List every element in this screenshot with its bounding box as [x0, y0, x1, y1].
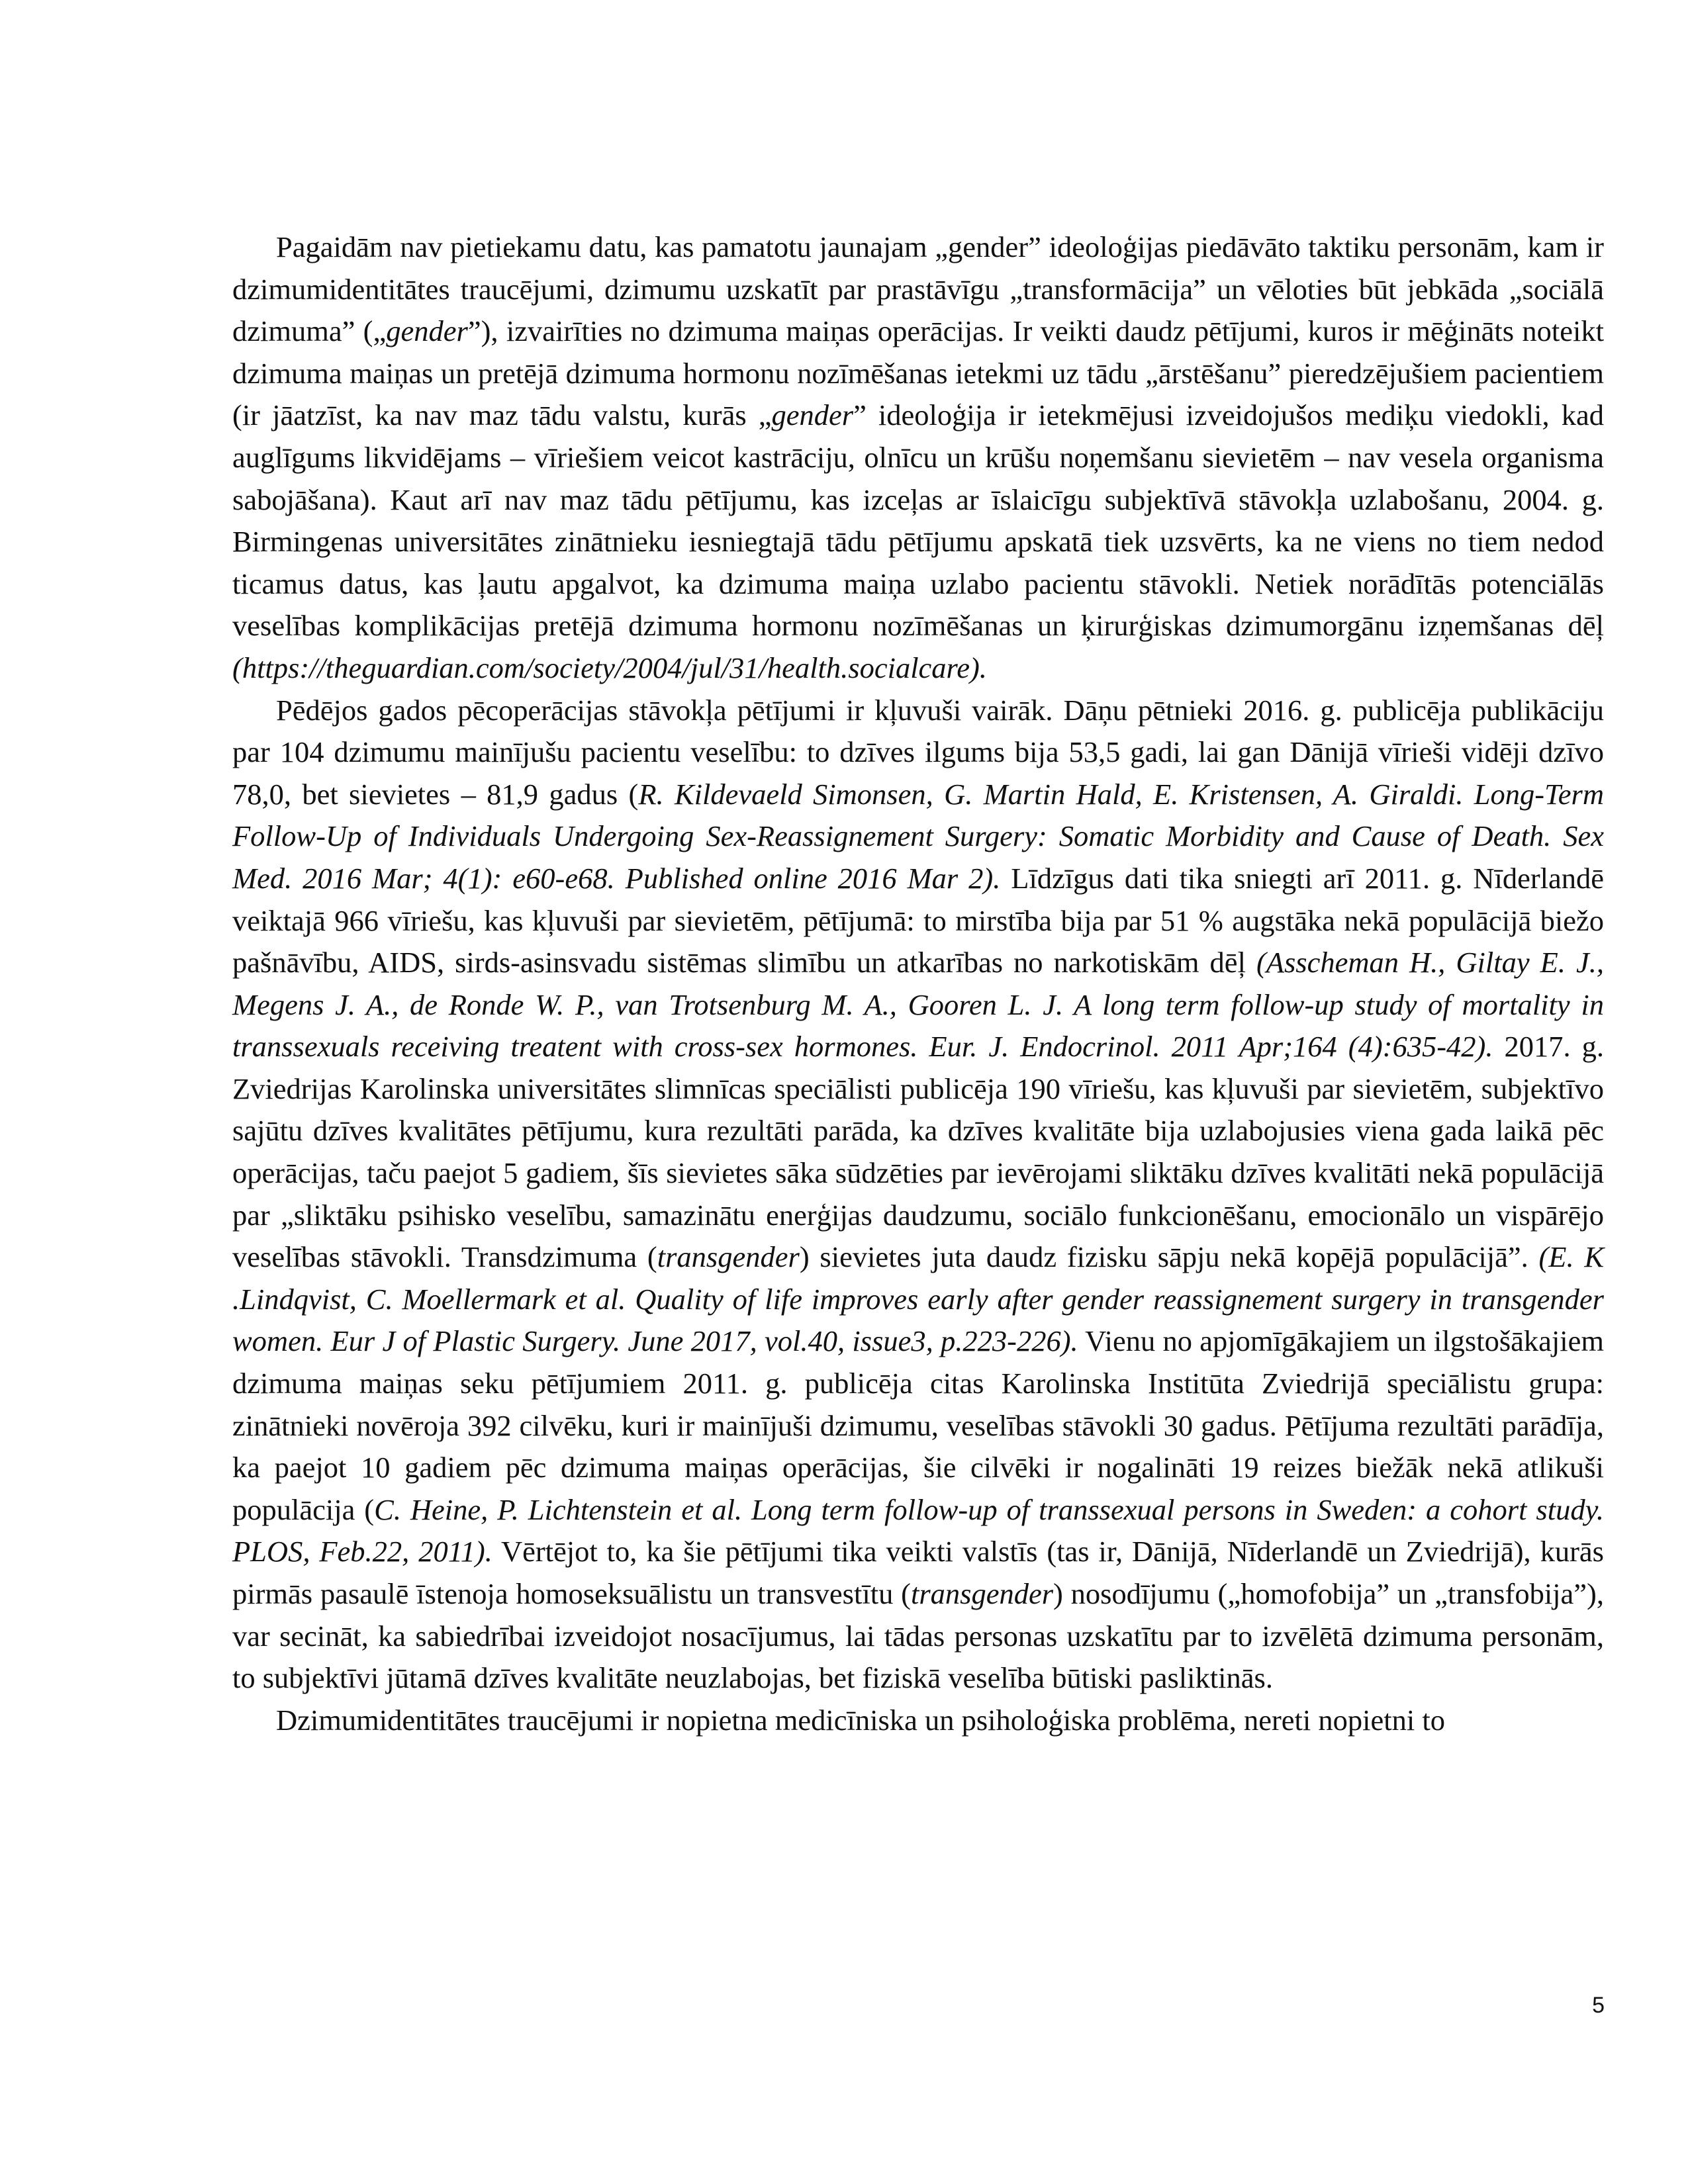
- italic-text-segment: (Asscheman H., Giltay E. J., Megens J. A., de Ronde W. P., van Trotsenburg M. A., Gooren L. J. A long term follow-up study of mortality in transsexuals receiving treatent with cross-sex hormones. Eur. J. Endocrinol. 2011 Apr;164 (4):635-42).: [232, 946, 1604, 1064]
- text-segment: Vienu no apjomīgākajiem un ilgstošākajiem dzimuma maiņas seku pētījumiem 2011. g. publicēja citas Karolinska Institūta Zviedrijā speciālistu grupa: zinātnieki novēroja 392 cilvēku, kuri ir mainījuši dzimumu, veselības stāvokli 30 gadus. Pētījuma rezultāti parādīja, ka paejot 10 gadiem pēc dzimuma maiņas operācijas, šie cilvēki ir nogalināti 19 reizes biežāk nekā atlikuši populācija (: [232, 1324, 1605, 1526]
- italic-text-segment: transgender: [657, 1240, 800, 1274]
- paragraph-1: [232, 226, 1604, 690]
- paragraph-2: [232, 690, 1604, 1700]
- text-segment: ”), izvairīties no dzimuma maiņas operācijas. Ir veikti daudz pētījumi, kuros ir mēģināts noteikt dzimuma maiņas un pretējā dzimuma hormonu nozīmēšanas ietekmi uz tādu „ārstēšanu” pieredzējušiem pacientiem (ir jāatzīst, ka nav maz tādu valstu, kurās „: [232, 314, 1604, 432]
- italic-text-segment: gender: [771, 398, 854, 432]
- page-number: 5: [1592, 1993, 1605, 2018]
- text-segment: ” ideoloģija ir ietekmējusi izveidojušos mediķu viedokli, kad auglīgums likvidējams – vīriešiem veicot kastrāciju, olnīcu un krūšu noņemšanu sievietēm – nav vesela organisma sabojāšana). Kaut arī nav maz tādu pētījumu, kas izceļas ar īslaicīgu subjektīvā stāvokļa uzlabošanu, 2004. g. Birmingenas universitātes zinātnieku iesniegtajā tādu pētījumu apskatā tiek uzsvērts, ka ne viens no tiem nedod ticamus datus, kas ļautu apgalvot, ka dzimuma maiņa uzlabo pacientu stāvokli. Netiek norādītās potenciālās veselības komplikācijas pretējā dzimuma hormonu nozīmēšanas un ķirurģiskas dzimumorgānu izņemšanas dēļ: [232, 398, 1604, 643]
- text-segment: Līdzīgus dati tika sniegti arī 2011. g. Nīderlandē veiktajā 966 vīriešu, kas kļuvuši par sievietēm, pētījumā: to mirstība bija par 51 % augstāka nekā populācijā biežo pašnāvību, AIDS, sirds-asinsvadu sistēmas slimību un atkarības no narkotiskām dēļ: [232, 861, 1605, 979]
- text-segment: ) nosodījumu („homofobija” un „transfobija”), var secināt, ka sabiedrībai izveidojot nosacījumus, lai tādas personas uzskatītu par to izvēlētā dzimuma personām, to subjektīvi jūtamā dzīves kvalitāte neuzlabojas, bet fiziskā veselība būtiski pasliktinās.: [232, 1577, 1604, 1695]
- italic-text-segment: transgender: [910, 1577, 1054, 1610]
- paragraph-3: [232, 1700, 1604, 1742]
- text-segment: Pagaidām nav pietiekamu datu, kas pamatotu jaunajam „gender” ideoloģijas piedāvāto taktiku personām, kam ir dzimumidentitātes traucējumi, dzimumu uzskatīt par prastāvīgu „transformācija” un vēloties būt jebkāda „sociālā dzimuma” („: [232, 230, 1604, 348]
- italic-text-segment: gender: [386, 314, 468, 348]
- italic-text-segment: C. Heine, P. Lichtenstein et al. Long term follow-up of transsexual persons in Sweden: a cohort study. PLOS, Feb.22, 2011).: [232, 1492, 1604, 1569]
- text-segment: Dzimumidentitātes traucējumi ir nopietna medicīniska un psiholoģiska problēma, nereti nopietni to: [276, 1703, 1445, 1737]
- body-text: [232, 226, 1604, 1741]
- text-segment: Vērtējot to, ka šie pētījumi tika veikti valstīs (tas ir, Dānijā, Nīderlandē un Zviedrijā), kurās pirmās pasaulē īstenoja homoseksuālistu un transvestītu (: [232, 1535, 1604, 1610]
- text-segment: Pēdējos gados pēcoperācijas stāvokļa pētījumi ir kļuvuši vairāk. Dāņu pētnieki 2016. g. publicēja publikāciju par 104 dzimumu mainījušu pacientu veselību: to dzīves ilgums bija 53,5 gadi, lai gan Dānijā vīrieši vidēji dzīvo 78,0, bet sievietes – 81,9 gadus (: [232, 693, 1604, 811]
- italic-text-segment: (E. K .Lindqvist, C. Moellermark et al. Quality of life improves early after gender reassignement surgery in transgender women. Eur J of Plastic Surgery. June 2017, vol.40, issue3, p.223-226).: [232, 1240, 1605, 1358]
- text-segment: 2017. g. Zviedrijas Karolinska universitātes slimnīcas speciālisti publicēja 190 vīriešu, kas kļuvuši par sievietēm, subjektīvo sajūtu dzīves kvalitātes pētījumu, kura rezultāti parāda, ka dzīves kvalitāte bija uzlabojusies viena gada laikā pēc operācijas, taču paejot 5 gadiem, šīs sievietes sāka sūdzēties par ievērojami sliktāku dzīves kvalitāti nekā populācijā par „sliktāku psihisko veselību, samazinātu enerģijas daudzumu, sociālo funkcionēšanu, emocionālo un vispārējo veselības stāvokli. Transdzimuma (: [232, 1030, 1604, 1274]
- italic-text-segment: R. Kildevaeld Simonsen, G. Martin Hald, E. Kristensen, A. Giraldi. Long-Term Follow-Up of Individuals Undergoing Sex-Reassignement Surgery: Somatic Morbidity and Cause of Death. Sex Med. 2016 Mar; 4(1): e60-e68. Published online 2016 Mar 2).: [232, 777, 1604, 895]
- text-segment: ) sievietes juta daudz fizisku sāpju nekā kopējā populācijā”.: [799, 1240, 1539, 1274]
- italic-text-segment: (https://theguardian.com/society/2004/jul/31/health.socialcare).: [232, 651, 987, 684]
